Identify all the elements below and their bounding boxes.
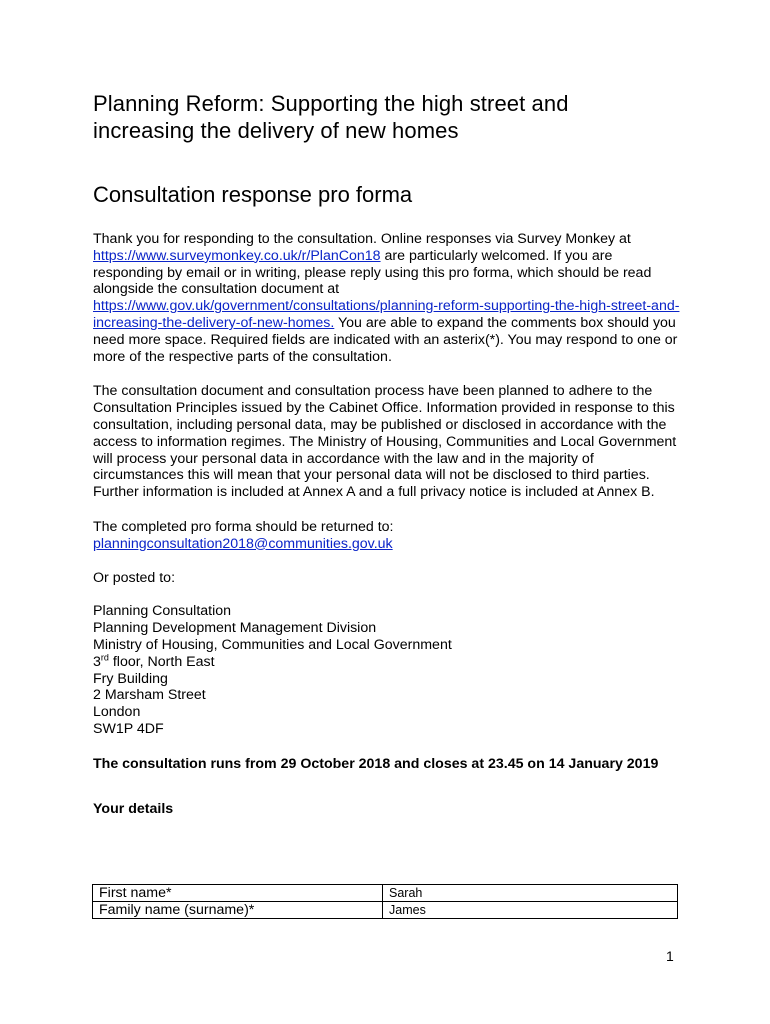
family-name-field[interactable]: James: [383, 902, 678, 919]
your-details-table: [92, 884, 678, 919]
return-email-link[interactable]: planningconsultation2018@communities.gov.uk: [93, 535, 393, 552]
address-line-8: SW1P 4DF: [93, 720, 164, 737]
first-name-label: First name*: [93, 885, 383, 902]
return-paragraph: [93, 519, 683, 553]
title-line-2: increasing the delivery of new homes: [93, 118, 459, 143]
table-row: [93, 902, 678, 919]
your-details-heading: Your details: [93, 800, 174, 817]
address-line-2: Planning Development Management Division: [93, 620, 377, 637]
floor-rest: floor, North East: [108, 653, 215, 670]
document-page: [93, 90, 683, 818]
postal-address: [93, 603, 683, 737]
intro-text-3: You are able to expand the comments box should you need more space. Required fields are indicated with an asterix(*). You may respond to one or more of the respective parts of the consultation.: [93, 314, 678, 365]
address-line-7: London: [93, 704, 141, 721]
address-line-4: [93, 654, 683, 671]
page-number: 1: [666, 948, 674, 964]
floor-suffix: rd: [100, 652, 109, 662]
title-line-1: Planning Reform: Supporting the high street and: [93, 91, 569, 116]
privacy-paragraph: The consultation document and consultation process have been planned to adhere to the Consultation Principles issued by the Cabinet Office. Information provided in response to this consultation, including personal data, may be published or disclosed in accordance with the access to information regimes. The Ministry of Housing, Communities and Local Government will process your personal data in accordance with the law and in the majority of circumstances this will mean that your personal data will not be disclosed to third parties. Further information is included at Annex A and a full privacy notice is included at Annex B.: [93, 383, 677, 501]
address-line-1: Planning Consultation: [93, 603, 232, 620]
intro-paragraph: [93, 231, 683, 365]
address-line-3: Ministry of Housing, Communities and Local Government: [93, 636, 452, 653]
document-subtitle: Consultation response pro forma: [93, 182, 413, 207]
family-name-label: Family name (surname)*: [93, 902, 383, 919]
return-text: The completed pro forma should be returned to:: [93, 518, 394, 535]
address-line-6: 2 Marsham Street: [93, 687, 206, 704]
consultation-dates: The consultation runs from 29 October 2018 and closes at 23.45 on 14 January 2019: [93, 755, 659, 772]
first-name-field[interactable]: Sarah: [383, 885, 678, 902]
address-line-5: Fry Building: [93, 670, 168, 687]
intro-text-2: are particularly welcomed. If you are responding by email or in writing, please reply using this pro forma, which should be read alongside the consultation document at: [93, 247, 652, 298]
floor-number: 3: [93, 653, 101, 670]
intro-text-1: Thank you for responding to the consultation. Online responses via Survey Monkey at: [93, 231, 631, 247]
table-row: [93, 885, 678, 902]
consultation-document-link[interactable]: https://www.gov.uk/government/consultations/planning-reform-supporting-the-high-street-and-increasing-the-delivery-of-new-homes.: [93, 298, 680, 331]
document-title: [93, 90, 683, 144]
survey-monkey-link[interactable]: https://www.surveymonkey.co.uk/r/PlanCon18: [93, 247, 381, 264]
posted-to-text: Or posted to:: [93, 569, 176, 586]
